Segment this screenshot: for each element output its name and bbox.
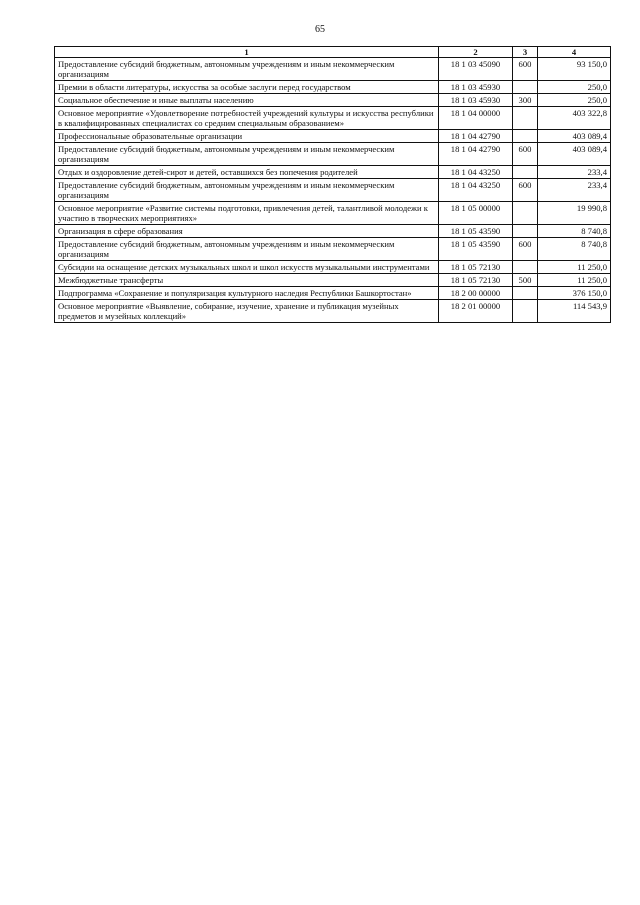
cell-code: 18 1 04 42790	[439, 143, 513, 166]
cell-sum: 93 150,0	[538, 58, 611, 81]
table-row	[55, 300, 611, 323]
cell-sum: 403 089,4	[538, 130, 611, 143]
cell-name: Предоставление субсидий бюджетным, автономным учреждениям и иным некоммерческим организациям	[55, 58, 439, 81]
cell-type	[513, 81, 538, 94]
column-header-name: 1	[55, 47, 439, 58]
table-row	[55, 238, 611, 261]
table-row	[55, 179, 611, 202]
cell-name: Премии в области литературы, искусства за особые заслуги перед государством	[55, 81, 439, 94]
page-number: 65	[315, 24, 325, 35]
table-header-row	[55, 47, 611, 58]
cell-name: Основное мероприятие «Удовлетворение потребностей учреждений культуры и искусства республики в квалифицированных специалистах со средним специальным образованием»	[55, 107, 439, 130]
cell-name: Отдых и оздоровление детей-сирот и детей, оставшихся без попечения родителей	[55, 166, 439, 179]
cell-code: 18 1 04 00000	[439, 107, 513, 130]
cell-sum: 11 250,0	[538, 274, 611, 287]
table-row	[55, 202, 611, 225]
column-header-sum: 4	[538, 47, 611, 58]
cell-type	[513, 261, 538, 274]
cell-sum: 403 322,8	[538, 107, 611, 130]
cell-type: 500	[513, 274, 538, 287]
table-row	[55, 58, 611, 81]
cell-name: Подпрограмма «Сохранение и популяризация культурного наследия Республики Башкортостан»	[55, 287, 439, 300]
cell-sum: 233,4	[538, 166, 611, 179]
cell-code: 18 1 05 00000	[439, 202, 513, 225]
cell-sum: 114 543,9	[538, 300, 611, 323]
column-header-code: 2	[439, 47, 513, 58]
cell-sum: 403 089,4	[538, 143, 611, 166]
cell-type: 600	[513, 179, 538, 202]
cell-name: Предоставление субсидий бюджетным, автономным учреждениям и иным некоммерческим организациям	[55, 143, 439, 166]
table-row	[55, 94, 611, 107]
table-row	[55, 143, 611, 166]
table-row	[55, 261, 611, 274]
column-header-type: 3	[513, 47, 538, 58]
cell-sum: 250,0	[538, 81, 611, 94]
cell-type	[513, 107, 538, 130]
cell-type: 600	[513, 58, 538, 81]
cell-name: Субсидии на оснащение детских музыкальных школ и школ искусств музыкальными инструментами	[55, 261, 439, 274]
cell-name: Профессиональные образовательные организации	[55, 130, 439, 143]
cell-sum: 376 150,0	[538, 287, 611, 300]
cell-name: Социальное обеспечение и иные выплаты населению	[55, 94, 439, 107]
cell-sum: 250,0	[538, 94, 611, 107]
cell-name: Предоставление субсидий бюджетным, автономным учреждениям и иным некоммерческим организациям	[55, 238, 439, 261]
cell-code: 18 1 04 42790	[439, 130, 513, 143]
cell-name: Организация в сфере образования	[55, 225, 439, 238]
cell-type	[513, 166, 538, 179]
cell-code: 18 1 03 45090	[439, 58, 513, 81]
table-row	[55, 107, 611, 130]
cell-sum: 8 740,8	[538, 225, 611, 238]
cell-type: 300	[513, 94, 538, 107]
cell-type: 600	[513, 143, 538, 166]
cell-code: 18 1 05 43590	[439, 238, 513, 261]
table-row	[55, 287, 611, 300]
table-row	[55, 166, 611, 179]
budget-table	[54, 46, 611, 323]
cell-name: Предоставление субсидий бюджетным, автономным учреждениям и иным некоммерческим организациям	[55, 179, 439, 202]
cell-sum: 8 740,8	[538, 238, 611, 261]
cell-name: Межбюджетные трансферты	[55, 274, 439, 287]
cell-type	[513, 287, 538, 300]
cell-sum: 11 250,0	[538, 261, 611, 274]
table-row	[55, 225, 611, 238]
cell-type	[513, 225, 538, 238]
cell-type	[513, 202, 538, 225]
cell-sum: 19 990,8	[538, 202, 611, 225]
table-row	[55, 130, 611, 143]
cell-type	[513, 130, 538, 143]
cell-sum: 233,4	[538, 179, 611, 202]
cell-code: 18 2 00 00000	[439, 287, 513, 300]
cell-code: 18 2 01 00000	[439, 300, 513, 323]
cell-type: 600	[513, 238, 538, 261]
cell-code: 18 1 03 45930	[439, 81, 513, 94]
cell-code: 18 1 05 72130	[439, 274, 513, 287]
cell-code: 18 1 05 43590	[439, 225, 513, 238]
cell-type	[513, 300, 538, 323]
table-row	[55, 81, 611, 94]
cell-code: 18 1 03 45930	[439, 94, 513, 107]
cell-code: 18 1 04 43250	[439, 179, 513, 202]
cell-name: Основное мероприятие «Выявление, собирание, изучение, хранение и публикация музейных предметов и музейных коллекций»	[55, 300, 439, 323]
table-row	[55, 274, 611, 287]
cell-name: Основное мероприятие «Развитие системы подготовки, привлечения детей, талантливой молодежи к участию в творческих мероприятиях»	[55, 202, 439, 225]
cell-code: 18 1 04 43250	[439, 166, 513, 179]
cell-code: 18 1 05 72130	[439, 261, 513, 274]
